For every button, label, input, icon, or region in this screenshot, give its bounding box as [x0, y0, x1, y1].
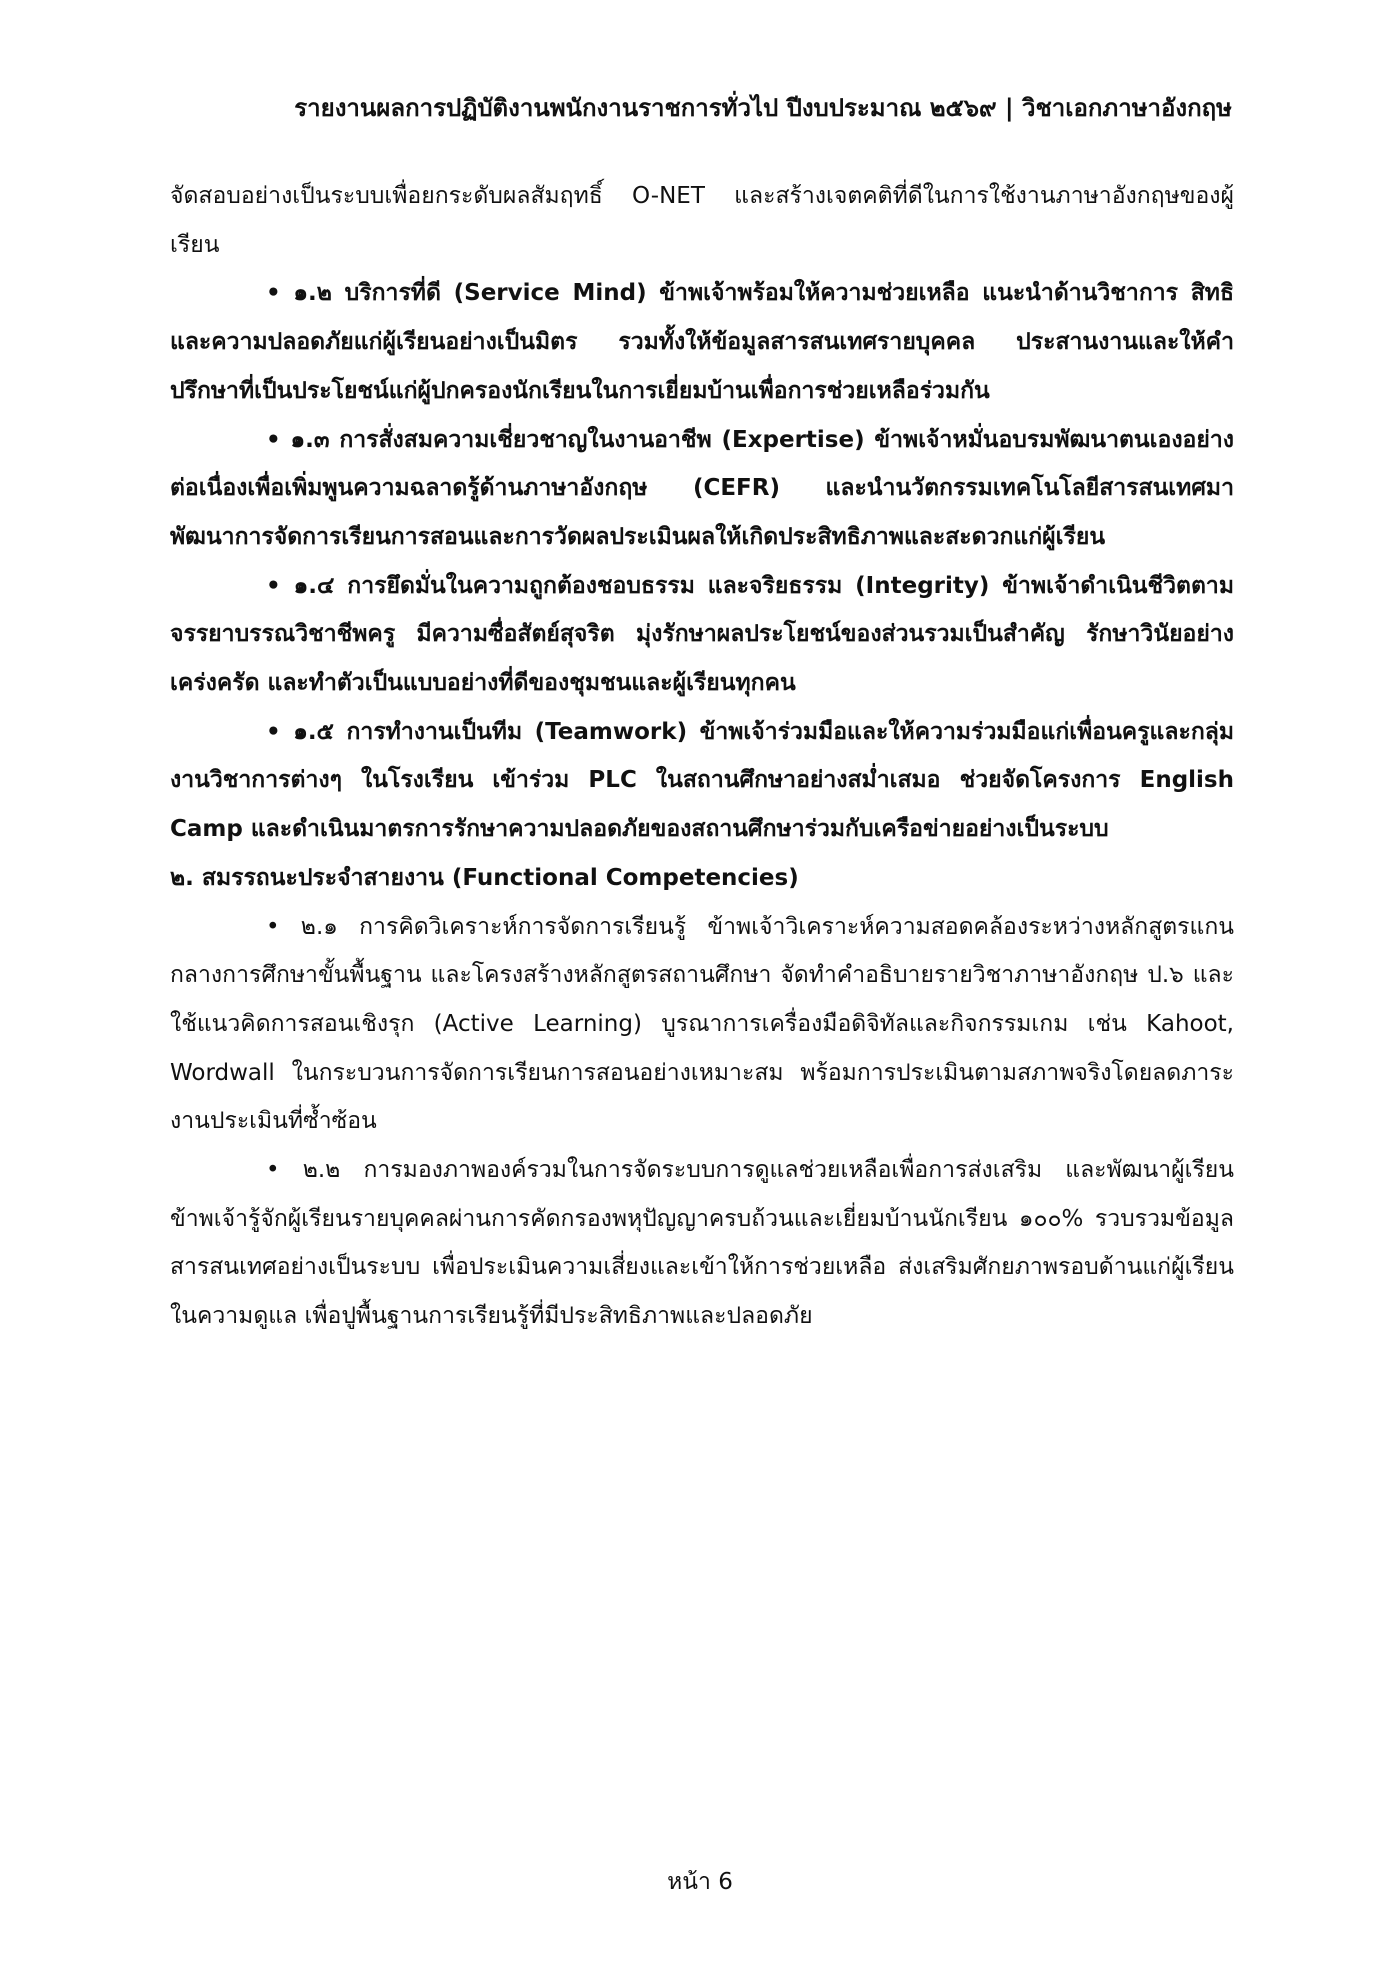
- paragraph-expertise: • ๑.๓ การสั่งสมความเชี่ยวชาญในงานอาชีพ (Expertise) ข้าพเจ้าหมั่นอบรมพัฒนาตนเองอย่างต่อเนื่องเพื่อเพิ่มพูนความฉลาดรู้ด้านภาษาอังกฤษ (CEFR) และนำนวัตกรรมเทคโนโลยีสารสนเทศมาพัฒนาการจัดการเรียนการสอนและการวัดผลประเมินผลให้เกิดประสิทธิภาพและสะดวกแก่ผู้เรียน: [170, 426, 1234, 550]
- paragraph-integrity: • ๑.๔ การยึดมั่นในความถูกต้องชอบธรรม และจริยธรรม (Integrity) ข้าพเจ้าดำเนินชีวิตตามจรรยาบรรณวิชาชีพครู มีความซื่อสัตย์สุจริต มุ่งรักษาผลประโยชน์ของส่วนรวมเป็นสำคัญ รักษาวินัยอย่างเคร่งครัด และทำตัวเป็นแบบอย่างที่ดีของชุมชนและผู้เรียนทุกคน: [170, 572, 1234, 697]
- page-header: [170, 88, 1232, 128]
- paragraph-learning-analysis: • ๒.๑ การคิดวิเคราะห์การจัดการเรียนรู้ ข้าพเจ้าวิเคราะห์ความสอดคล้องระหว่างหลักสูตรแกนกลางการศึกษาขั้นพื้นฐาน และโครงสร้างหลักสูตรสถานศึกษา จัดทำคำอธิบายรายวิชาภาษาอังกฤษ ป.๖ และใช้แนวคิดการสอนเชิงรุก (Active Learning) บูรณาการเครื่องมือดิจิทัลและกิจกรรมเกม เช่น Kahoot, Wordwall ในกระบวนการจัดการเรียนการสอนอย่างเหมาะสม พร้อมการประเมินตามสภาพจริงโดยลดภาระงานประเมินที่ซ้ำซ้อน: [170, 913, 1234, 1135]
- report-title: รายงานผลการปฏิบัติงานพนักงานราชการทั่วไป ปีงบประมาณ ๒๕๖๙ | วิชาเอกภาษาอังกฤษ: [294, 94, 1232, 122]
- paragraph-service-mind: • ๑.๒ บริการที่ดี (Service Mind) ข้าพเจ้าพร้อมให้ความช่วยเหลือ แนะนำด้านวิชาการ สิทธิและความปลอดภัยแก่ผู้เรียนอย่างเป็นมิตร รวมทั้งให้ข้อมูลสารสนเทศรายบุคคล ประสานงานและให้คำปรึกษาที่เป็นประโยชน์แก่ผู้ปกครองนักเรียนในการเยี่ยมบ้านเพื่อการช่วยเหลือร่วมกัน: [170, 280, 1234, 404]
- paragraph-continuation: จัดสอบอย่างเป็นระบบเพื่อยกระดับผลสัมฤทธิ์ O-NET และสร้างเจตคติที่ดีในการใช้งานภาษาอังกฤษของผู้เรียน: [170, 183, 1234, 258]
- document-body: [170, 172, 1234, 1341]
- page-footer: [0, 1862, 1400, 1902]
- page-number: หน้า 6: [667, 1869, 733, 1895]
- paragraph-student-care-system: • ๒.๒ การมองภาพองค์รวมในการจัดระบบการดูแลช่วยเหลือเพื่อการส่งเสริม และพัฒนาผู้เรียน ข้าพเจ้ารู้จักผู้เรียนรายบุคคลผ่านการคัดกรองพหุปัญญาครบถ้วนและเยี่ยมบ้านนักเรียน ๑๐๐% รวบรวมข้อมูลสารสนเทศอย่างเป็นระบบ เพื่อประเมินความเสี่ยงและเข้าให้การช่วยเหลือ ส่งเสริมศักยภาพรอบด้านแก่ผู้เรียนในความดูแล เพื่อปูพื้นฐานการเรียนรู้ที่มีประสิทธิภาพและปลอดภัย: [170, 1157, 1234, 1330]
- section-heading-functional-competencies: ๒. สมรรถนะประจำสายงาน (Functional Competencies): [170, 864, 799, 891]
- paragraph-teamwork: • ๑.๕ การทำงานเป็นทีม (Teamwork) ข้าพเจ้าร่วมมือและให้ความร่วมมือแก่เพื่อนครูและกลุ่มงานวิชาการต่างๆ ในโรงเรียน เข้าร่วม PLC ในสถานศึกษาอย่างสม่ำเสมอ ช่วยจัดโครงการ English Camp และดำเนินมาตรการรักษาความปลอดภัยของสถานศึกษาร่วมกับเครือข่ายอย่างเป็นระบบ: [170, 718, 1234, 843]
